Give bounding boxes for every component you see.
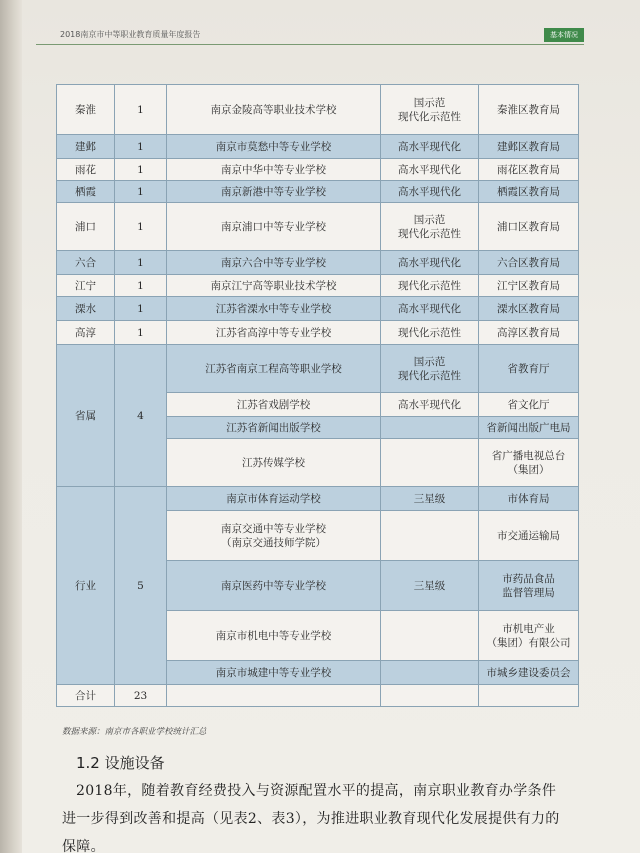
school-cell: 南京浦口中等专业学校 — [167, 203, 381, 251]
district-cell: 江宁 — [57, 275, 115, 297]
paragraph-line: 保障。 — [62, 839, 105, 853]
page-header — [36, 26, 584, 45]
table-row — [57, 345, 579, 393]
school-cell: 江苏传媒学校 — [167, 439, 381, 487]
authority-cell: 溧水区教育局 — [479, 297, 579, 321]
level-cell — [381, 439, 479, 487]
school-cell: 南京市莫愁中等专业学校 — [167, 135, 381, 159]
book-spine — [0, 0, 22, 853]
count-cell: 1 — [115, 321, 167, 345]
schools-table — [56, 84, 579, 707]
school-cell: 南京市体育运动学校 — [167, 487, 381, 511]
level-cell: 高水平现代化 — [381, 135, 479, 159]
district-cell: 行业 — [57, 487, 115, 685]
school-cell: 南京六合中等专业学校 — [167, 251, 381, 275]
count-cell: 4 — [115, 345, 167, 487]
school-cell: 南京医药中等专业学校 — [167, 561, 381, 611]
count-cell: 1 — [115, 203, 167, 251]
authority-cell: 省文化厅 — [479, 393, 579, 417]
authority-cell: 市城乡建设委员会 — [479, 661, 579, 685]
level-cell — [381, 417, 479, 439]
authority-cell: 市药品食品 监督管理局 — [479, 561, 579, 611]
school-cell: 南京市城建中等专业学校 — [167, 661, 381, 685]
level-cell: 高水平现代化 — [381, 393, 479, 417]
count-cell: 1 — [115, 85, 167, 135]
paragraph-line: 进一步得到改善和提高（见表2、表3），为推进职业教育现代化发展提供有力的 — [62, 811, 560, 827]
authority-cell: 高淳区教育局 — [479, 321, 579, 345]
authority-cell: 市机电产业 （集团）有限公司 — [479, 611, 579, 661]
count-cell: 1 — [115, 297, 167, 321]
table-row — [57, 159, 579, 181]
count-cell: 1 — [115, 135, 167, 159]
total-label-cell: 合计 — [57, 685, 115, 707]
district-cell: 秦淮 — [57, 85, 115, 135]
level-cell: 高水平现代化 — [381, 297, 479, 321]
empty-cell — [167, 685, 381, 707]
level-cell: 国示范 现代化示范性 — [381, 203, 479, 251]
school-cell: 江苏省戏剧学校 — [167, 393, 381, 417]
level-cell: 高水平现代化 — [381, 251, 479, 275]
authority-cell: 秦淮区教育局 — [479, 85, 579, 135]
section-heading: 1.2 设施设备 — [76, 754, 165, 772]
school-cell: 南京江宁高等职业技术学校 — [167, 275, 381, 297]
count-cell: 5 — [115, 487, 167, 685]
authority-cell: 建邺区教育局 — [479, 135, 579, 159]
authority-cell: 雨花区教育局 — [479, 159, 579, 181]
school-cell: 江苏省新闻出版学校 — [167, 417, 381, 439]
authority-cell: 省新闻出版广电局 — [479, 417, 579, 439]
report-title: 2018南京市中等职业教育质量年度报告 — [60, 30, 201, 39]
level-cell: 三星级 — [381, 561, 479, 611]
authority-cell: 市交通运输局 — [479, 511, 579, 561]
level-cell: 国示范 现代化示范性 — [381, 85, 479, 135]
authority-cell: 市体育局 — [479, 487, 579, 511]
table-row — [57, 487, 579, 511]
authority-cell: 浦口区教育局 — [479, 203, 579, 251]
table-row — [57, 203, 579, 251]
count-cell: 1 — [115, 159, 167, 181]
level-cell — [381, 611, 479, 661]
table-row — [57, 297, 579, 321]
level-cell: 现代化示范性 — [381, 275, 479, 297]
section-tag: 基本情况 — [544, 28, 584, 42]
empty-cell — [381, 685, 479, 707]
district-cell: 六合 — [57, 251, 115, 275]
district-cell: 省属 — [57, 345, 115, 487]
district-cell: 高淳 — [57, 321, 115, 345]
total-count-cell: 23 — [115, 685, 167, 707]
school-cell: 江苏省南京工程高等职业学校 — [167, 345, 381, 393]
level-cell — [381, 511, 479, 561]
school-cell: 南京新港中等专业学校 — [167, 181, 381, 203]
count-cell: 1 — [115, 251, 167, 275]
district-cell: 浦口 — [57, 203, 115, 251]
school-cell: 南京中华中等专业学校 — [167, 159, 381, 181]
table-row — [57, 321, 579, 345]
level-cell — [381, 661, 479, 685]
table-row-total — [57, 685, 579, 707]
level-cell: 国示范 现代化示范性 — [381, 345, 479, 393]
district-cell: 溧水 — [57, 297, 115, 321]
paragraph-line: 2018年，随着教育经费投入与资源配置水平的提高，南京职业教育办学条件 — [76, 783, 557, 799]
level-cell: 三星级 — [381, 487, 479, 511]
district-cell: 雨花 — [57, 159, 115, 181]
school-cell: 江苏省溧水中等专业学校 — [167, 297, 381, 321]
table-row — [57, 275, 579, 297]
authority-cell: 省教育厅 — [479, 345, 579, 393]
level-cell: 高水平现代化 — [381, 181, 479, 203]
data-source-note: 数据来源：南京市各职业学校统计汇总 — [62, 727, 207, 737]
table-row — [57, 181, 579, 203]
count-cell: 1 — [115, 181, 167, 203]
empty-cell — [479, 685, 579, 707]
table-row — [57, 85, 579, 135]
level-cell: 高水平现代化 — [381, 159, 479, 181]
authority-cell: 江宁区教育局 — [479, 275, 579, 297]
school-cell: 江苏省高淳中等专业学校 — [167, 321, 381, 345]
level-cell: 现代化示范性 — [381, 321, 479, 345]
district-cell: 建邺 — [57, 135, 115, 159]
authority-cell: 栖霞区教育局 — [479, 181, 579, 203]
school-cell: 南京交通中等专业学校 （南京交通技师学院） — [167, 511, 381, 561]
authority-cell: 省广播电视总台 （集团） — [479, 439, 579, 487]
table-row — [57, 251, 579, 275]
school-cell: 南京金陵高等职业技术学校 — [167, 85, 381, 135]
count-cell: 1 — [115, 275, 167, 297]
school-cell: 南京市机电中等专业学校 — [167, 611, 381, 661]
table-row — [57, 135, 579, 159]
authority-cell: 六合区教育局 — [479, 251, 579, 275]
district-cell: 栖霞 — [57, 181, 115, 203]
